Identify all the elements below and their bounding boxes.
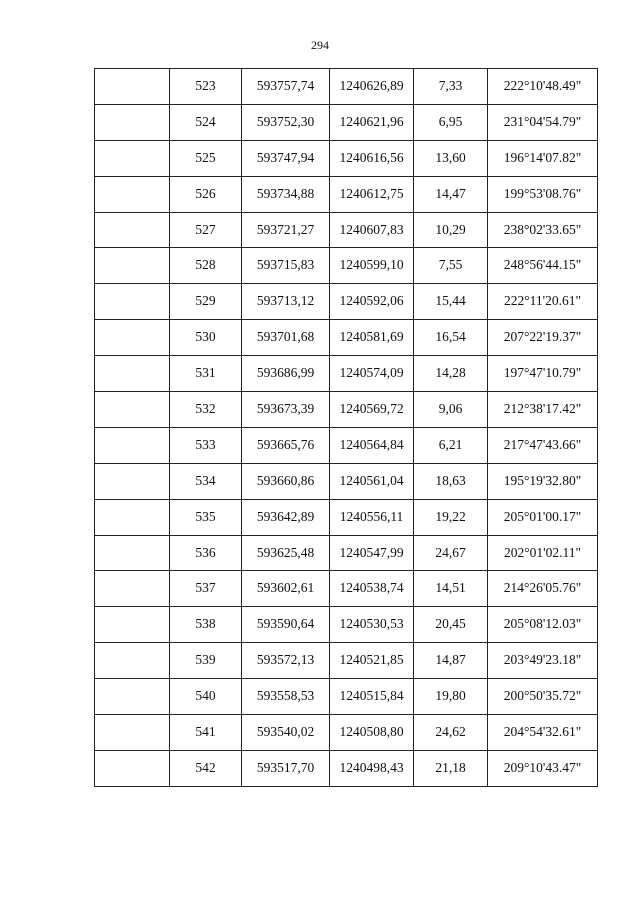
x-coordinate-cell-text: 593642,89 <box>256 508 315 524</box>
direction-angle-cell-text: 205°01'00.17" <box>503 508 582 524</box>
point-number-cell <box>170 248 242 284</box>
y-coordinate-cell-text: 1240556,11 <box>339 508 404 524</box>
x-coordinate-cell-text: 593517,70 <box>256 759 315 775</box>
x-coordinate-cell <box>242 104 330 140</box>
y-coordinate-cell-text: 1240612,75 <box>339 185 404 201</box>
direction-angle-cell-text: 212°38'17.42" <box>503 401 582 417</box>
direction-angle-cell-text: 205°08'12.03" <box>503 616 582 632</box>
y-coordinate-cell-text: 1240508,80 <box>339 724 404 740</box>
distance-cell-text: 24,62 <box>435 724 466 740</box>
point-number-cell <box>170 715 242 751</box>
empty-cell <box>95 535 170 571</box>
x-coordinate-cell <box>242 248 330 284</box>
table-row <box>95 392 598 428</box>
direction-angle-cell <box>488 104 598 140</box>
point-number-cell <box>170 643 242 679</box>
empty-cell <box>95 212 170 248</box>
x-coordinate-cell-text: 593572,13 <box>256 652 315 668</box>
table-row <box>95 715 598 751</box>
y-coordinate-cell-text: 1240626,89 <box>339 78 404 93</box>
x-coordinate-cell <box>242 284 330 320</box>
point-number-cell-text: 532 <box>195 401 216 417</box>
y-coordinate-cell <box>330 392 414 428</box>
y-coordinate-cell <box>330 427 414 463</box>
table-row <box>95 69 598 105</box>
x-coordinate-cell <box>242 607 330 643</box>
point-number-cell <box>170 176 242 212</box>
empty-cell <box>95 392 170 428</box>
y-coordinate-cell <box>330 104 414 140</box>
table-row <box>95 463 598 499</box>
direction-angle-cell <box>488 499 598 535</box>
distance-cell <box>414 248 488 284</box>
y-coordinate-cell <box>330 715 414 751</box>
y-coordinate-cell <box>330 463 414 499</box>
x-coordinate-cell-text: 593713,12 <box>256 293 315 309</box>
direction-angle-cell-text: 197°47'10.79" <box>503 365 582 381</box>
y-coordinate-cell-text: 1240574,09 <box>339 365 404 381</box>
direction-angle-cell <box>488 140 598 176</box>
distance-cell <box>414 284 488 320</box>
point-number-cell-text: 525 <box>195 149 216 165</box>
point-number-cell-text: 539 <box>195 652 216 668</box>
table-row <box>95 607 598 643</box>
x-coordinate-cell <box>242 535 330 571</box>
direction-angle-cell <box>488 356 598 392</box>
direction-angle-cell <box>488 320 598 356</box>
y-coordinate-cell <box>330 140 414 176</box>
x-coordinate-cell <box>242 140 330 176</box>
y-coordinate-cell-text: 1240616,56 <box>339 149 404 165</box>
empty-cell <box>95 69 170 105</box>
x-coordinate-cell <box>242 356 330 392</box>
x-coordinate-cell-text: 593625,48 <box>256 544 315 560</box>
direction-angle-cell-text: 222°11'20.61" <box>504 293 581 309</box>
point-number-cell-text: 528 <box>195 257 216 273</box>
y-coordinate-cell <box>330 499 414 535</box>
point-number-cell <box>170 607 242 643</box>
x-coordinate-cell <box>242 69 330 105</box>
direction-angle-cell <box>488 427 598 463</box>
point-number-cell <box>170 140 242 176</box>
distance-cell <box>414 320 488 356</box>
y-coordinate-cell <box>330 69 414 105</box>
y-coordinate-cell-text: 1240521,85 <box>339 652 404 668</box>
direction-angle-cell <box>488 212 598 248</box>
x-coordinate-cell-text: 593540,02 <box>256 724 315 740</box>
distance-cell <box>414 463 488 499</box>
point-number-cell-text: 527 <box>195 221 216 237</box>
x-coordinate-cell-text: 593665,76 <box>256 436 315 452</box>
x-coordinate-cell <box>242 679 330 715</box>
point-number-cell-text: 536 <box>195 544 216 560</box>
empty-cell <box>95 320 170 356</box>
x-coordinate-cell-text: 593686,99 <box>256 365 315 381</box>
distance-cell <box>414 140 488 176</box>
x-coordinate-cell <box>242 427 330 463</box>
direction-angle-cell-text: 200°50'35.72" <box>503 688 582 704</box>
point-number-cell-text: 524 <box>195 113 216 129</box>
distance-cell <box>414 104 488 140</box>
empty-cell <box>95 679 170 715</box>
direction-angle-cell-text: 217°47'43.66" <box>503 436 582 452</box>
empty-cell <box>95 571 170 607</box>
empty-cell <box>95 750 170 786</box>
distance-cell-text: 19,80 <box>435 688 466 704</box>
point-number-cell-text: 530 <box>195 329 216 345</box>
x-coordinate-cell-text: 593558,53 <box>256 688 315 704</box>
distance-cell <box>414 427 488 463</box>
y-coordinate-cell <box>330 607 414 643</box>
y-coordinate-cell-text: 1240561,04 <box>339 472 404 488</box>
direction-angle-cell <box>488 284 598 320</box>
empty-cell <box>95 427 170 463</box>
x-coordinate-cell-text: 593734,88 <box>256 185 315 201</box>
distance-cell <box>414 535 488 571</box>
point-number-cell-text: 535 <box>195 508 216 524</box>
distance-cell-text: 15,44 <box>435 293 466 309</box>
point-number-cell <box>170 356 242 392</box>
y-coordinate-cell-text: 1240530,53 <box>339 616 404 632</box>
point-number-cell-text: 538 <box>195 616 216 632</box>
point-number-cell <box>170 392 242 428</box>
y-coordinate-cell <box>330 571 414 607</box>
direction-angle-cell-text: 204°54'32.61" <box>503 724 582 740</box>
distance-cell <box>414 607 488 643</box>
x-coordinate-cell <box>242 643 330 679</box>
direction-angle-cell-text: 196°14'07.82" <box>503 149 582 165</box>
table-row <box>95 571 598 607</box>
point-number-cell <box>170 69 242 105</box>
empty-cell <box>95 643 170 679</box>
distance-cell-text: 21,18 <box>435 759 466 775</box>
y-coordinate-cell <box>330 750 414 786</box>
direction-angle-cell-text: 248°56'44.15" <box>503 257 582 273</box>
point-number-cell-text: 523 <box>195 78 216 93</box>
table-row <box>95 356 598 392</box>
direction-angle-cell-text: 203°49'23.18" <box>503 652 582 668</box>
direction-angle-cell <box>488 176 598 212</box>
point-number-cell-text: 534 <box>195 472 216 488</box>
direction-angle-cell <box>488 535 598 571</box>
distance-cell-text: 7,33 <box>438 78 463 93</box>
y-coordinate-cell <box>330 284 414 320</box>
x-coordinate-cell-text: 593721,27 <box>256 221 315 237</box>
distance-cell-text: 9,06 <box>438 401 463 417</box>
y-coordinate-cell <box>330 212 414 248</box>
empty-cell <box>95 715 170 751</box>
empty-cell <box>95 463 170 499</box>
empty-cell <box>95 607 170 643</box>
point-number-cell <box>170 212 242 248</box>
point-number-cell <box>170 571 242 607</box>
distance-cell-text: 6,21 <box>438 436 463 452</box>
point-number-cell-text: 529 <box>195 293 216 309</box>
x-coordinate-cell-text: 593602,61 <box>256 580 315 596</box>
table-row <box>95 679 598 715</box>
distance-cell <box>414 176 488 212</box>
empty-cell <box>95 248 170 284</box>
direction-angle-cell-text: 231°04'54.79" <box>503 113 582 129</box>
table-row <box>95 499 598 535</box>
x-coordinate-cell-text: 593673,39 <box>256 401 315 417</box>
distance-cell-text: 20,45 <box>435 616 466 632</box>
y-coordinate-cell <box>330 643 414 679</box>
direction-angle-cell <box>488 571 598 607</box>
point-number-cell <box>170 499 242 535</box>
point-number-cell <box>170 320 242 356</box>
table-row <box>95 104 598 140</box>
distance-cell <box>414 212 488 248</box>
y-coordinate-cell-text: 1240599,10 <box>339 257 404 273</box>
x-coordinate-cell <box>242 176 330 212</box>
x-coordinate-cell <box>242 463 330 499</box>
point-number-cell <box>170 535 242 571</box>
y-coordinate-cell <box>330 248 414 284</box>
y-coordinate-cell-text: 1240498,43 <box>339 759 404 775</box>
empty-cell <box>95 284 170 320</box>
table-row <box>95 643 598 679</box>
page-number: 294 <box>311 38 329 52</box>
direction-angle-cell-text: 195°19'32.80" <box>503 472 582 488</box>
distance-cell <box>414 715 488 751</box>
direction-angle-cell-text: 214°26'05.76" <box>503 580 582 596</box>
direction-angle-cell <box>488 750 598 786</box>
y-coordinate-cell-text: 1240621,96 <box>339 113 404 129</box>
y-coordinate-cell-text: 1240581,69 <box>339 329 404 345</box>
point-number-cell <box>170 427 242 463</box>
empty-cell <box>95 499 170 535</box>
coordinates-table <box>94 68 598 787</box>
distance-cell-text: 6,95 <box>438 113 463 129</box>
empty-cell <box>95 140 170 176</box>
x-coordinate-cell-text: 593715,83 <box>256 257 315 273</box>
table-row <box>95 176 598 212</box>
y-coordinate-cell <box>330 320 414 356</box>
distance-cell-text: 14,47 <box>435 185 466 201</box>
y-coordinate-cell <box>330 356 414 392</box>
direction-angle-cell <box>488 392 598 428</box>
table-row <box>95 427 598 463</box>
y-coordinate-cell-text: 1240547,99 <box>339 544 404 560</box>
y-coordinate-cell-text: 1240607,83 <box>339 221 404 237</box>
distance-cell-text: 14,28 <box>435 365 466 381</box>
direction-angle-cell-text: 238°02'33.65" <box>503 221 582 237</box>
x-coordinate-cell <box>242 212 330 248</box>
y-coordinate-cell-text: 1240564,84 <box>339 436 404 452</box>
x-coordinate-cell-text: 593701,68 <box>256 329 315 345</box>
x-coordinate-cell-text: 593752,30 <box>256 113 315 129</box>
table-row <box>95 212 598 248</box>
table-row <box>95 284 598 320</box>
x-coordinate-cell <box>242 750 330 786</box>
direction-angle-cell-text: 222°10'48.49" <box>503 78 582 93</box>
table-row <box>95 248 598 284</box>
distance-cell-text: 16,54 <box>435 329 466 345</box>
distance-cell-text: 10,29 <box>435 221 466 237</box>
direction-angle-cell-text: 202°01'02.11" <box>504 544 581 560</box>
x-coordinate-cell-text: 593660,86 <box>256 472 315 488</box>
x-coordinate-cell-text: 593590,64 <box>256 616 315 632</box>
point-number-cell-text: 537 <box>195 580 216 596</box>
table-row <box>95 140 598 176</box>
distance-cell <box>414 750 488 786</box>
direction-angle-cell-text: 209°10'43.47" <box>503 759 582 775</box>
direction-angle-cell <box>488 643 598 679</box>
y-coordinate-cell <box>330 176 414 212</box>
point-number-cell-text: 533 <box>195 436 216 452</box>
direction-angle-cell <box>488 463 598 499</box>
distance-cell <box>414 69 488 105</box>
coordinates-table-body <box>95 69 598 787</box>
distance-cell-text: 7,55 <box>438 257 463 273</box>
point-number-cell-text: 526 <box>195 185 216 201</box>
point-number-cell <box>170 750 242 786</box>
distance-cell <box>414 356 488 392</box>
y-coordinate-cell-text: 1240538,74 <box>339 580 404 596</box>
point-number-cell <box>170 284 242 320</box>
y-coordinate-cell-text: 1240592,06 <box>339 293 404 309</box>
distance-cell <box>414 571 488 607</box>
point-number-cell-text: 542 <box>195 759 216 775</box>
x-coordinate-cell <box>242 715 330 751</box>
distance-cell <box>414 392 488 428</box>
x-coordinate-cell-text: 593747,94 <box>256 149 315 165</box>
point-number-cell-text: 540 <box>195 688 216 704</box>
direction-angle-cell <box>488 607 598 643</box>
distance-cell <box>414 499 488 535</box>
y-coordinate-cell-text: 1240569,72 <box>339 401 404 417</box>
point-number-cell-text: 531 <box>195 365 216 381</box>
point-number-cell <box>170 463 242 499</box>
direction-angle-cell <box>488 715 598 751</box>
empty-cell <box>95 104 170 140</box>
distance-cell-text: 19,22 <box>435 508 466 524</box>
direction-angle-cell <box>488 69 598 105</box>
y-coordinate-cell-text: 1240515,84 <box>339 688 404 704</box>
distance-cell-text: 18,63 <box>435 472 466 488</box>
table-row <box>95 750 598 786</box>
distance-cell-text: 13,60 <box>435 149 466 165</box>
x-coordinate-cell <box>242 392 330 428</box>
point-number-cell-text: 541 <box>195 724 216 740</box>
y-coordinate-cell <box>330 679 414 715</box>
table-row <box>95 535 598 571</box>
x-coordinate-cell <box>242 571 330 607</box>
direction-angle-cell-text: 207°22'19.37" <box>503 329 582 345</box>
distance-cell-text: 14,51 <box>435 580 466 596</box>
direction-angle-cell-text: 199°53'08.76" <box>503 185 582 201</box>
x-coordinate-cell <box>242 320 330 356</box>
x-coordinate-cell <box>242 499 330 535</box>
empty-cell <box>95 176 170 212</box>
distance-cell <box>414 679 488 715</box>
distance-cell-text: 24,67 <box>435 544 466 560</box>
x-coordinate-cell-text: 593757,74 <box>256 78 315 93</box>
y-coordinate-cell <box>330 535 414 571</box>
distance-cell-text: 14,87 <box>435 652 466 668</box>
table-row <box>95 320 598 356</box>
distance-cell <box>414 643 488 679</box>
direction-angle-cell <box>488 248 598 284</box>
point-number-cell <box>170 679 242 715</box>
point-number-cell <box>170 104 242 140</box>
direction-angle-cell <box>488 679 598 715</box>
empty-cell <box>95 356 170 392</box>
